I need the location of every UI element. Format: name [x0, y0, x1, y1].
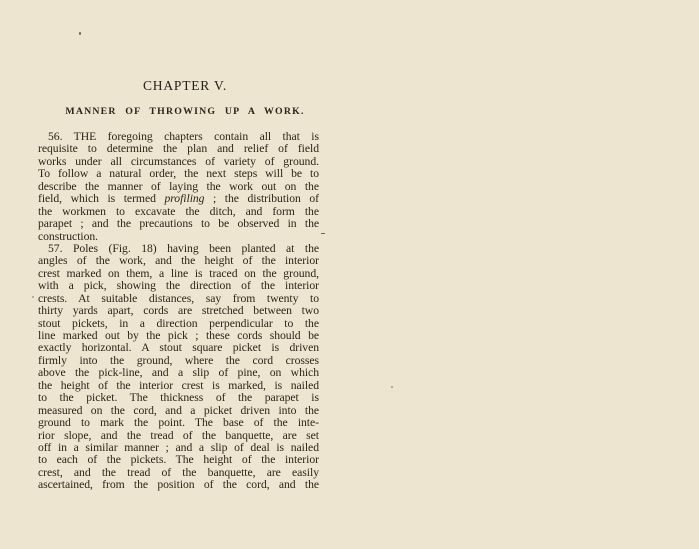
text-line: line marked out by the pick ; these cords should be: [38, 330, 319, 342]
italic-term: profiling: [164, 193, 205, 206]
text-line: 56. THE foregoing chapters contain all that is: [48, 131, 319, 143]
text-line: to the picket. The thickness of the parapet is: [38, 392, 319, 405]
text-line: the height of the interior crest is marked, is nailed: [38, 379, 319, 392]
text-line: angles of the work, and the height of the interior: [38, 255, 319, 268]
text-line: above the pick-line, and a slip of pine, on which: [38, 367, 319, 380]
text-line-part: ; the distribution of: [204, 193, 319, 206]
text-line: To follow a natural order, the next steps will be to: [38, 168, 319, 181]
scan-speck: [79, 32, 81, 35]
text-line: parapet ; and the precautions to be observed in the: [38, 218, 319, 231]
chapter-heading: CHAPTER V.: [142, 78, 228, 93]
text-line: thirty yards apart, cords are stretched between two: [38, 305, 319, 318]
text-line: requisite to determine the plan and relief of field: [38, 143, 319, 156]
text-line: describe the manner of laying the work out on the: [38, 180, 319, 193]
text-line: works under all circumstances of variety of ground.: [38, 155, 319, 168]
text-line: the workmen to excavate the ditch, and form the: [38, 205, 319, 218]
text-line: crest marked on them, a line is traced on the ground,: [38, 267, 319, 280]
text-line: 57. Poles (Fig. 18) having been planted at the: [48, 242, 319, 255]
text-line: crests. At suitable distances, say from twenty to: [38, 292, 319, 305]
text-line: stout pickets, in a direction perpendicular to the: [38, 317, 319, 330]
text-line: off in a similar manner ; and a slip of deal is nailed: [38, 441, 319, 454]
scan-speck: [391, 386, 393, 388]
scan-speck: [32, 296, 34, 298]
scan-speck: [321, 233, 325, 234]
text-line-part: field, which is termed: [38, 193, 165, 206]
text-line: [38, 193, 319, 205]
text-line: exactly horizontal. A stout square picket is driven: [38, 342, 319, 355]
body-text: [38, 131, 319, 492]
text-line: rior slope, and the tread of the banquette, are set: [38, 429, 319, 442]
text-line: crest, and the tread of the banquette, are easily: [38, 466, 319, 479]
text-line: measured on the cord, and a picket driven into the: [38, 404, 319, 417]
text-line: ascertained, from the position of the cord, and the: [38, 479, 319, 492]
text-line: with a pick, showing the direction of the interior: [38, 280, 319, 293]
text-line: construction.: [38, 230, 99, 243]
text-line: to each of the pickets. The height of the interior: [38, 454, 319, 467]
section-heading: MANNER OF THROWING UP A WORK.: [65, 106, 305, 117]
text-line: firmly into the ground, where the cord crosses: [38, 354, 319, 367]
text-line: ground to mark the point. The base of the inte-: [38, 417, 319, 430]
